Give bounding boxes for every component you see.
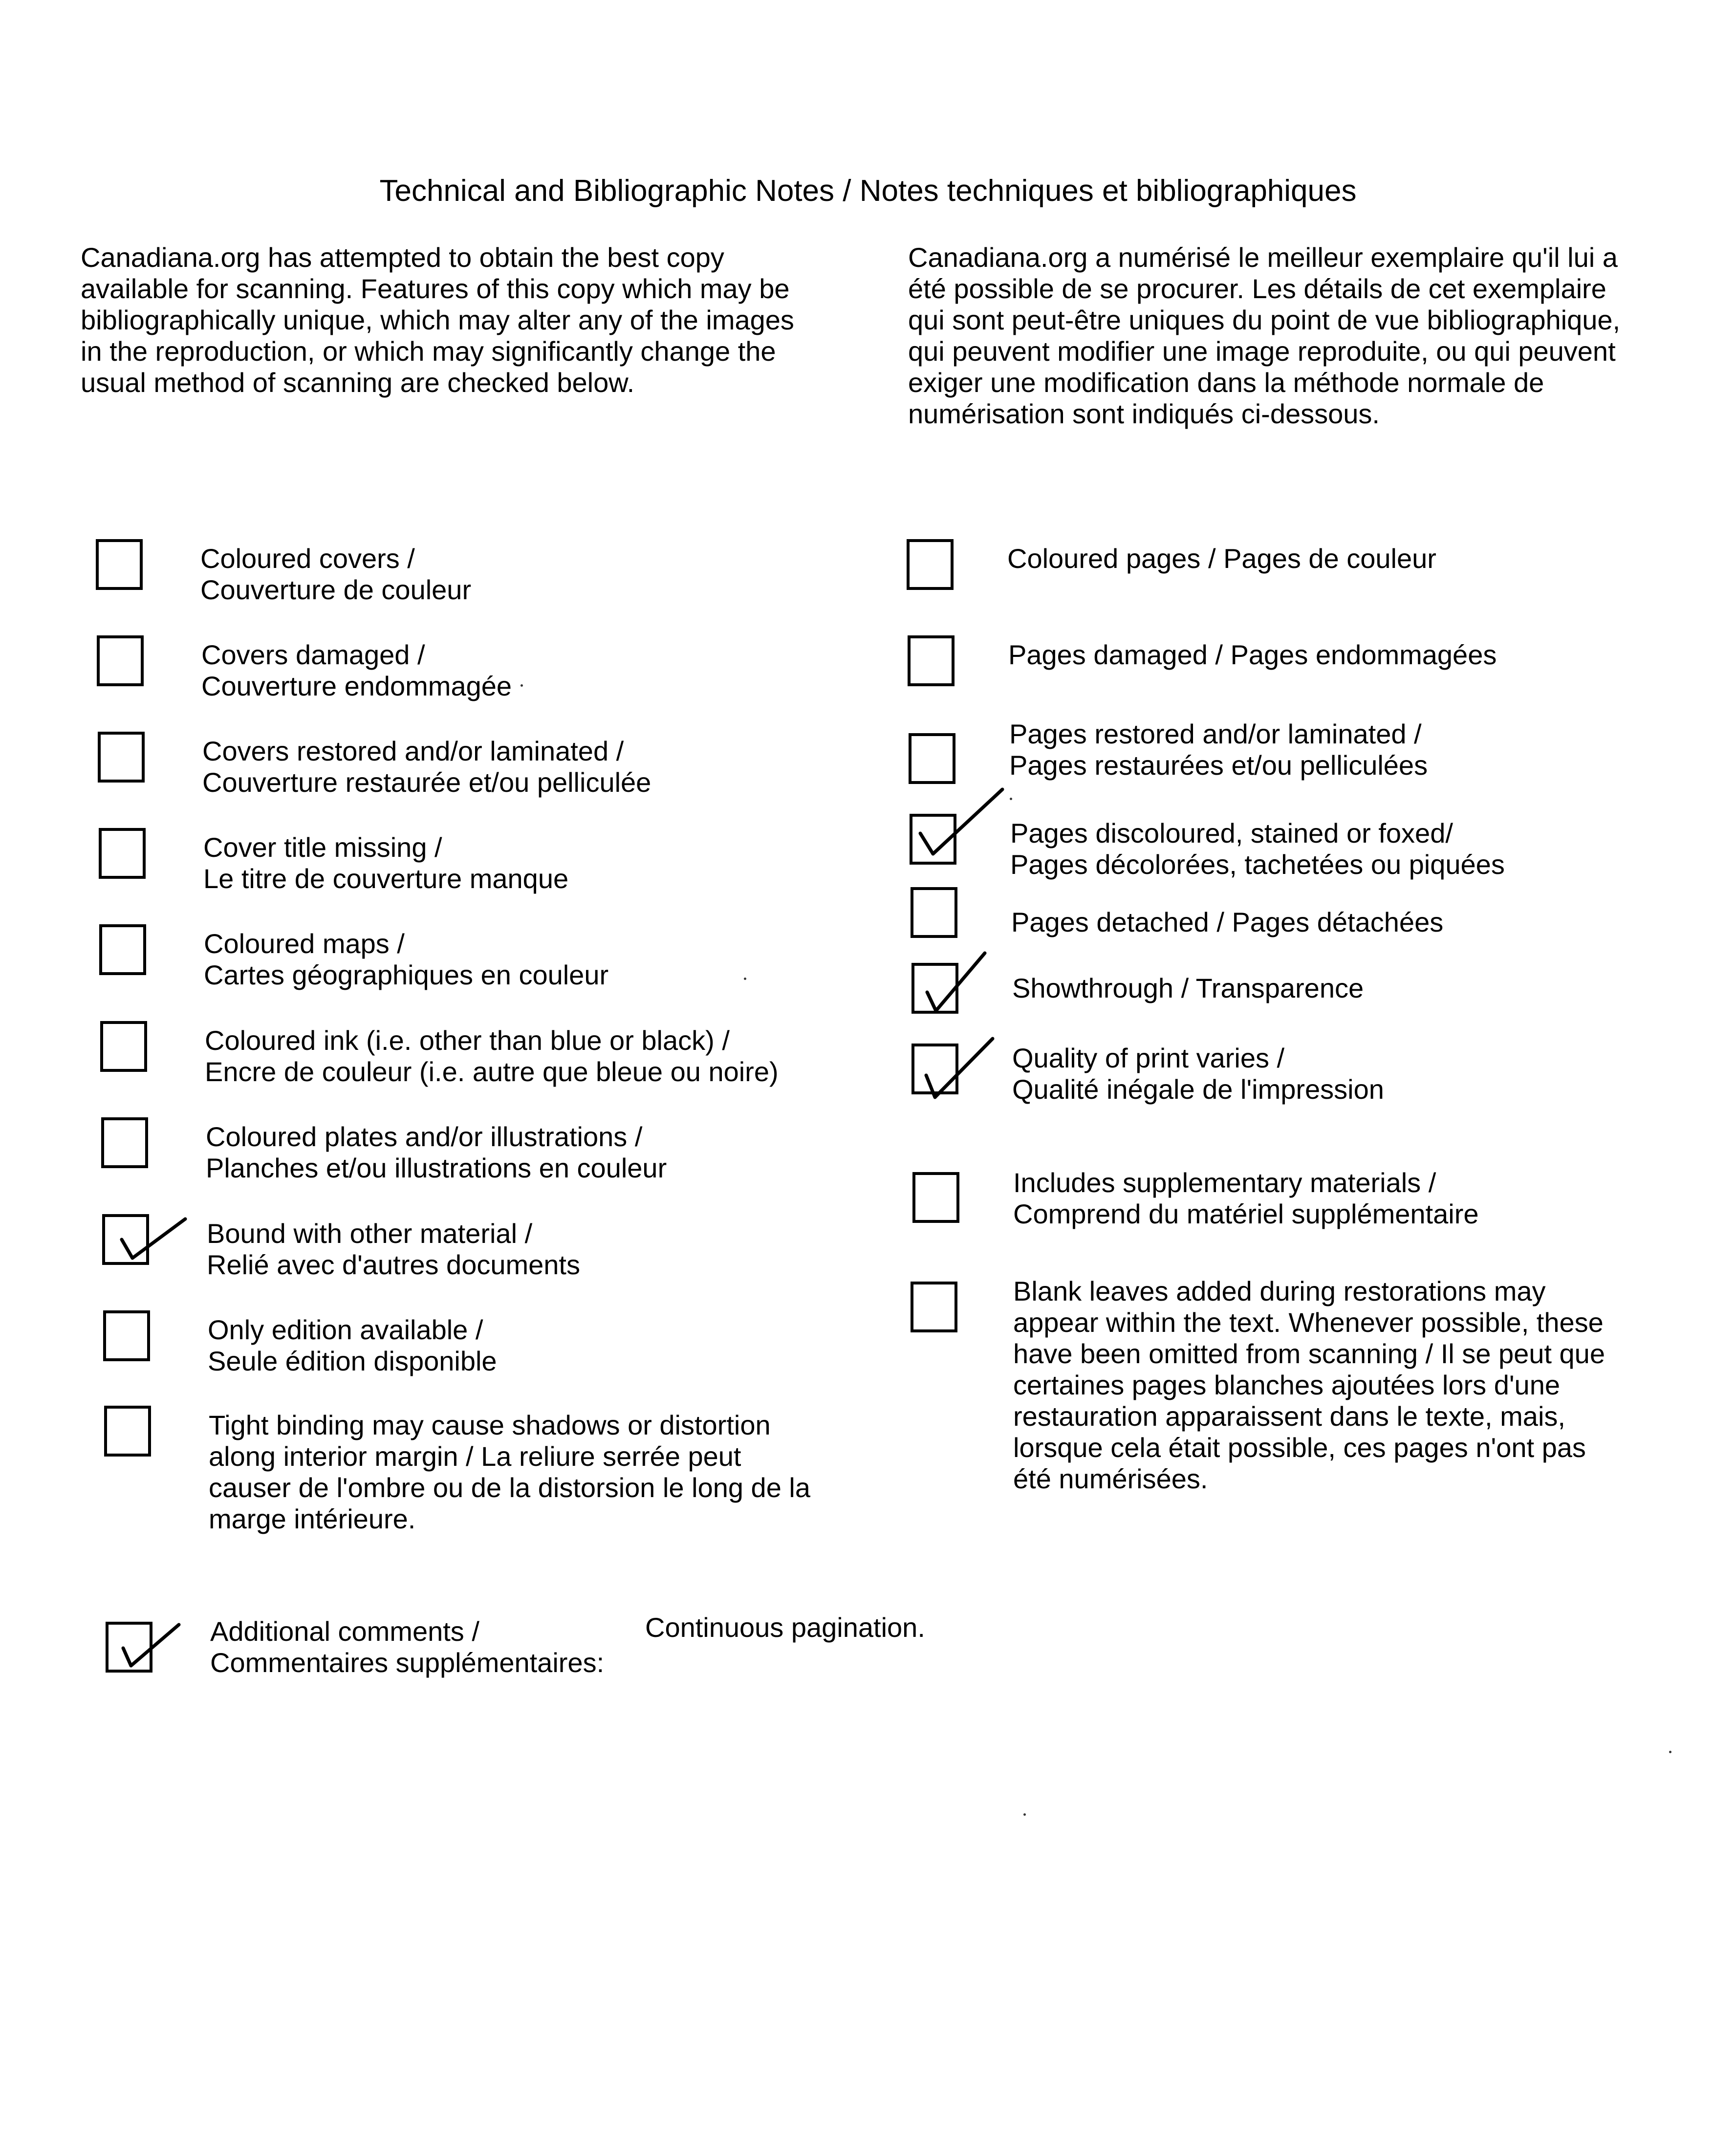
checklist-item-label: Coloured maps / Cartes géographiques en couleur — [204, 928, 609, 990]
checkbox[interactable] — [99, 924, 146, 975]
checklist-item-label: Cover title missing / Le titre de couverture manque — [203, 832, 569, 894]
checkbox[interactable] — [907, 539, 954, 590]
checkbox[interactable] — [103, 1310, 150, 1361]
checklist-item-label: Coloured plates and/or illustrations / Planches et/ou illustrations en couleur — [206, 1121, 667, 1183]
checklist-item-label: Bound with other material / Relié avec d'autres documents — [207, 1218, 580, 1280]
page-title: Technical and Bibliographic Notes / Notes techniques et bibliographiques — [379, 174, 1357, 208]
checkbox[interactable] — [911, 1282, 957, 1332]
checklist-item-label: Blank leaves added during restorations may appear within the text. Whenever possible, these have been omitted from scanning / Il se peut que certaines pages blanches ajoutées lors d'une restauration apparaissent dans le texte, mais, lorsque cela était possible, ces pages n'ont pas été numérisées. — [1013, 1276, 1605, 1494]
scan-speck — [1669, 1751, 1671, 1753]
checklist-item-label: Coloured ink (i.e. other than blue or black) / Encre de couleur (i.e. autre que bleue ou noire) — [205, 1025, 779, 1087]
checkbox[interactable] — [97, 635, 144, 686]
checklist-item-label: Pages damaged / Pages endommagées — [1008, 639, 1497, 670]
intro-english: Canadiana.org has attempted to obtain the best copy available for scanning. Features of this copy which may be bibliographically unique, which may alter any of the images in the reproduction, or which may significantly change the usual method of scanning are checked below. — [81, 242, 794, 398]
scan-speck — [1010, 798, 1012, 800]
checklist-item-label: Coloured pages / Pages de couleur — [1007, 543, 1436, 574]
additional-comments-value: Continuous pagination. — [645, 1612, 925, 1643]
checkbox[interactable] — [98, 732, 145, 783]
checklist-item-label: Includes supplementary materials / Comprend du matériel supplémentaire — [1013, 1167, 1479, 1229]
checkbox[interactable] — [911, 887, 957, 938]
checklist-item-label: Tight binding may cause shadows or distortion along interior margin / La reliure serrée peut causer de l'ombre ou de la distorsion le long de la marge intérieure. — [209, 1410, 810, 1534]
checklist-item-label: Covers restored and/or laminated / Couverture restaurée et/ou pelliculée — [202, 736, 651, 798]
scan-speck — [744, 978, 746, 980]
checklist-item-label: Quality of print varies / Qualité inégale de l'impression — [1012, 1043, 1384, 1105]
checkmark-icon — [911, 943, 1009, 1017]
intro-french: Canadiana.org a numérisé le meilleur exemplaire qu'il lui a été possible de se procurer. Les détails de cet exemplaire qui sont peut-être uniques du point de vue bibliographique, qui peuvent modifier une image reproduite, ou qui peuvent exiger une modification dans la méthode normale de numérisation sont indiqués ci-dessous. — [908, 242, 1621, 429]
checkbox[interactable] — [912, 1172, 959, 1223]
checkbox[interactable] — [100, 1021, 147, 1072]
checklist-item-label: Pages discoloured, stained or foxed/ Pages décolorées, tachetées ou piquées — [1010, 818, 1505, 880]
checklist-item-label: Only edition available / Seule édition disponible — [208, 1314, 497, 1376]
checklist-item-label: Pages restored and/or laminated / Pages restaurées et/ou pelliculées — [1009, 718, 1428, 781]
scan-speck — [1023, 1813, 1026, 1816]
checkbox[interactable] — [96, 539, 143, 590]
checkbox[interactable] — [908, 635, 955, 686]
checkbox[interactable] — [104, 1406, 151, 1457]
checkmark-icon — [910, 784, 1007, 858]
scan-speck — [521, 684, 523, 687]
checkbox[interactable] — [99, 828, 146, 879]
checkmark-icon — [106, 1608, 203, 1681]
checkbox[interactable] — [909, 733, 955, 784]
checkmark-icon — [102, 1200, 200, 1274]
checklist-item-label: Coloured covers / Couverture de couleur — [200, 543, 472, 605]
checkbox[interactable] — [101, 1117, 148, 1168]
checklist-item-label: Covers damaged / Couverture endommagée — [201, 639, 512, 701]
checklist-item-label: Showthrough / Transparence — [1012, 973, 1364, 1003]
checklist-item-label: Pages detached / Pages détachées — [1011, 907, 1444, 937]
checkmark-icon — [911, 1029, 1009, 1102]
additional-comments-label: Additional comments / Commentaires supplémentaires: — [210, 1616, 605, 1678]
